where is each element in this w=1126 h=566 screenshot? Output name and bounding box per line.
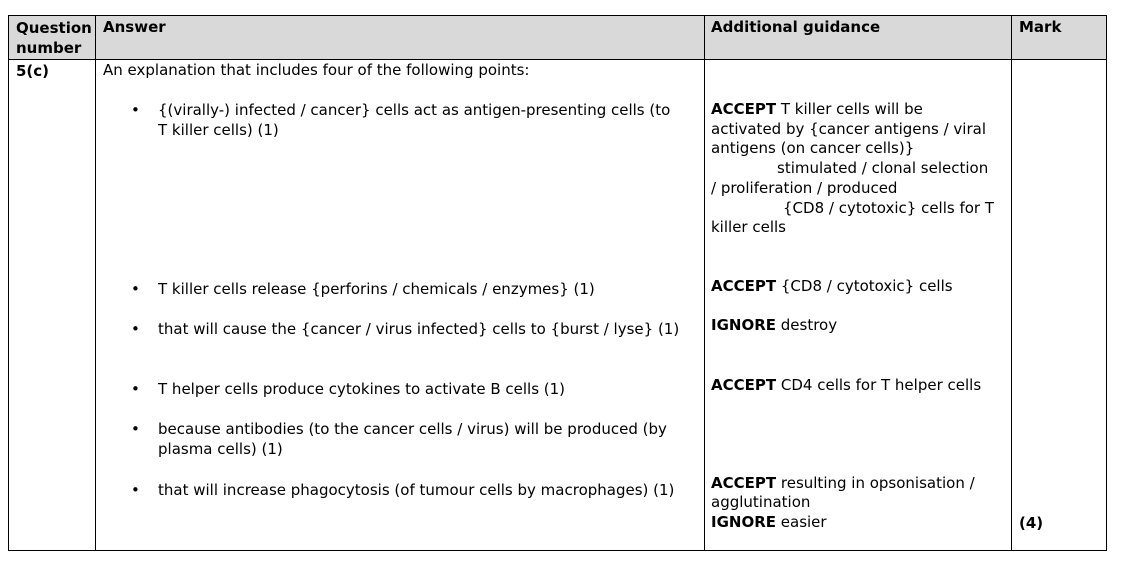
question-number: 5(c): [16, 62, 50, 80]
mark-value: (4): [1019, 514, 1044, 532]
header-question-number: [16, 18, 92, 58]
answer-point-3: that will cause the {cancer / virus infected} cells to {burst / lyse} (1): [158, 320, 680, 338]
guidance-1-line-2: activated by {cancer antigens / viral: [711, 120, 987, 138]
guidance-keyword: IGNORE: [711, 513, 776, 531]
answer-point-1-line-2: T killer cells) (1): [158, 121, 279, 139]
guidance-1-line-5: / proliferation / produced: [711, 179, 898, 197]
guidance-keyword: ACCEPT: [711, 474, 777, 492]
guidance-2: [711, 277, 953, 297]
header-answer: Answer: [103, 18, 166, 36]
bullet-glyph: •: [131, 481, 140, 499]
guidance-text: destroy: [776, 316, 838, 334]
guidance-5-line-2: agglutination: [711, 493, 811, 511]
guidance-keyword: ACCEPT: [711, 100, 777, 118]
header-mark: Mark: [1019, 18, 1062, 36]
bullet-glyph: •: [131, 320, 140, 338]
guidance-text: {CD8 / cytotoxic} cells: [776, 277, 953, 295]
table-border-left: [8, 15, 9, 551]
header-question-number-line1: Question: [16, 19, 92, 37]
header-question-number-line2: number: [16, 39, 82, 57]
bullet-glyph: •: [131, 420, 140, 438]
column-divider-1: [95, 15, 96, 551]
guidance-1-line-4: stimulated / clonal selection: [777, 159, 989, 177]
guidance-4: [711, 376, 981, 396]
column-divider-3: [1011, 15, 1012, 551]
guidance-1-line-7: killer cells: [711, 218, 786, 236]
guidance-text: T killer cells will be: [776, 100, 923, 118]
answer-intro: An explanation that includes four of the following points:: [103, 61, 530, 79]
guidance-text: CD4 cells for T helper cells: [776, 376, 982, 394]
guidance-5-line-3: [711, 513, 827, 533]
guidance-3: [711, 316, 837, 336]
guidance-1-line-6: {CD8 / cytotoxic} cells for T: [783, 199, 995, 217]
column-divider-2: [704, 15, 705, 551]
table-border-header-bottom: [8, 59, 1107, 60]
answer-point-2: T killer cells release {perforins / chemicals / enzymes} (1): [158, 280, 595, 298]
guidance-5-line-1: [711, 474, 975, 494]
guidance-keyword: ACCEPT: [711, 277, 777, 295]
guidance-keyword: ACCEPT: [711, 376, 777, 394]
table-border-bottom: [8, 550, 1107, 551]
bullet-glyph: •: [131, 380, 140, 398]
answer-point-4: T helper cells produce cytokines to activate B cells (1): [158, 380, 566, 398]
table-border-right: [1106, 15, 1107, 551]
guidance-keyword: IGNORE: [711, 316, 776, 334]
answer-point-6: that will increase phagocytosis (of tumour cells by macrophages) (1): [158, 481, 675, 499]
table-border-top: [8, 15, 1107, 16]
answer-point-1-line-1: {(virally-) infected / cancer} cells act as antigen-presenting cells (to: [158, 101, 671, 119]
guidance-1-line-3: antigens (on cancer cells)}: [711, 139, 915, 157]
answer-point-5-line-1: because antibodies (to the cancer cells / virus) will be produced (by: [158, 420, 667, 438]
guidance-text: easier: [776, 513, 827, 531]
guidance-text: resulting in opsonisation /: [776, 474, 975, 492]
bullet-glyph: •: [131, 280, 140, 298]
header-row-background: [9, 16, 1106, 59]
bullet-glyph: •: [131, 101, 140, 119]
answer-point-5-line-2: plasma cells) (1): [158, 440, 283, 458]
header-guidance: Additional guidance: [711, 18, 881, 36]
guidance-1-line-1: [711, 100, 923, 120]
